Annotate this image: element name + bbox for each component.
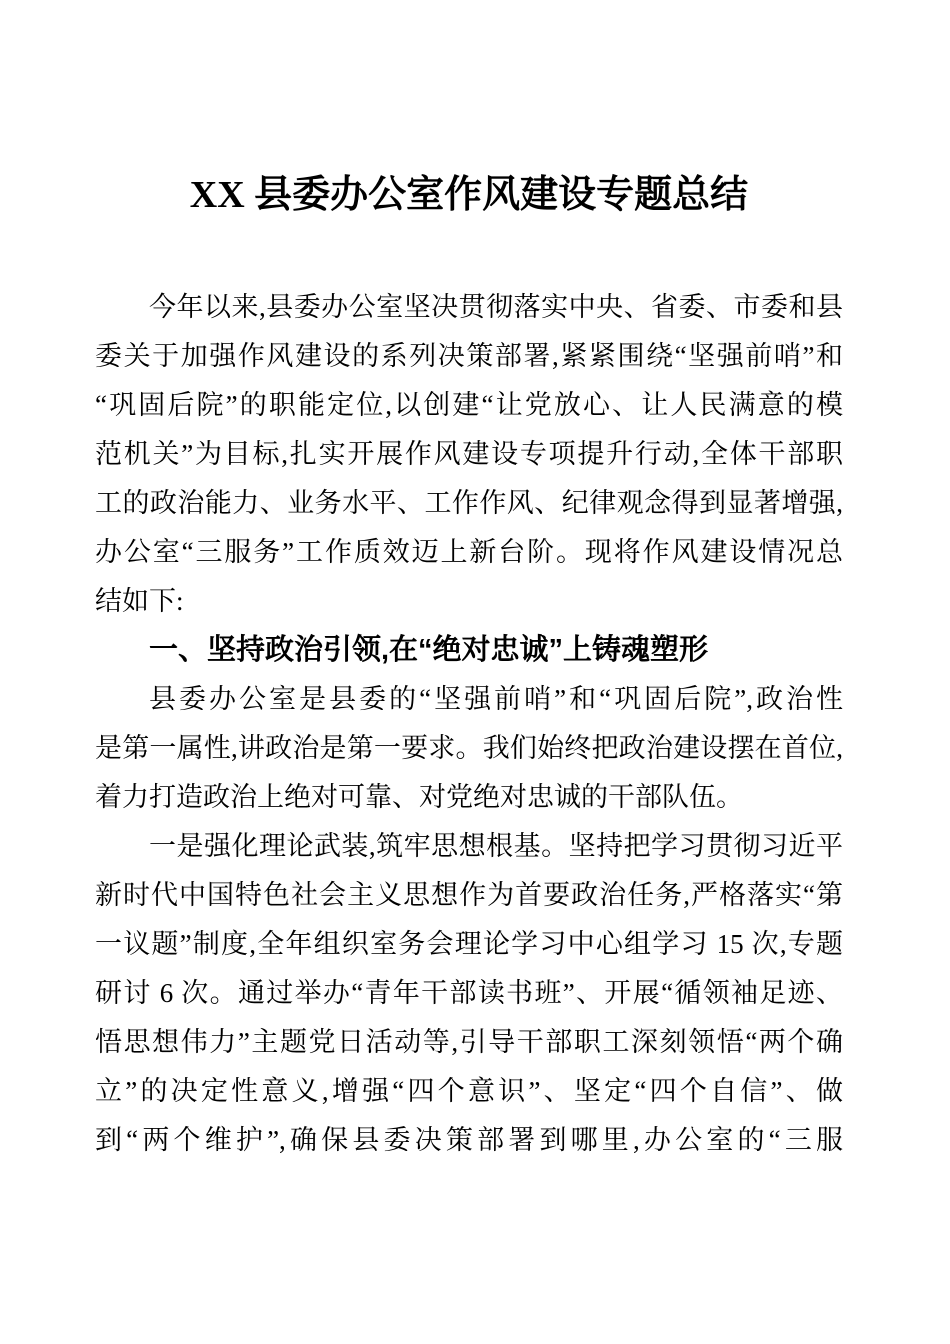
paragraph-section1-1 [95, 675, 843, 822]
text-line: 今年以来,县委办公室坚决贯彻落实中央、省委、市委和县 [149, 292, 843, 322]
text-line: 范机关”为目标,扎实开展作风建设专项提升行动,全体干部职 [95, 439, 843, 469]
document-title: XX 县委办公室作风建设专题总结 [189, 174, 749, 216]
paragraph-intro [95, 283, 843, 626]
text-line: 悟思想伟力”主题党日活动等,引导干部职工深刻领悟“两个确 [95, 1027, 843, 1057]
text-line: 工的政治能力、业务水平、工作作风、纪律观念得到显著增强, [95, 488, 843, 518]
text-line: 着力打造政治上绝对可靠、对党绝对忠诚的干部队伍。 [95, 782, 743, 812]
text-line: 一议题”制度,全年组织室务会理论学习中心组学习 15 次,专题 [95, 929, 843, 959]
text-line: 一是强化理论武装,筑牢思想根基。坚持把学习贯彻习近平 [149, 831, 843, 861]
section-heading-1: 一、坚持政治引领,在“绝对忠诚”上铸魂塑形 [149, 634, 709, 666]
text-line: 立”的决定性意义,增强“四个意识”、坚定“四个自信”、做 [95, 1076, 843, 1106]
text-line: 办公室“三服务”工作质效迈上新台阶。现将作风建设情况总 [95, 537, 843, 567]
text-line: “巩固后院”的职能定位,以创建“让党放心、让人民满意的模 [95, 390, 843, 420]
text-line: 研讨 6 次。通过举办“青年干部读书班”、开展“循领袖足迹、 [95, 978, 843, 1008]
text-line: 到“两个维护”,确保县委决策部署到哪里,办公室的“三服 [95, 1125, 843, 1155]
paragraph-section1-2 [95, 822, 843, 1165]
text-line: 委关于加强作风建设的系列决策部署,紧紧围绕“坚强前哨”和 [95, 341, 843, 371]
text-line: 结如下: [95, 586, 184, 616]
text-line: 是第一属性,讲政治是第一要求。我们始终把政治建设摆在首位, [95, 733, 843, 763]
text-line: 新时代中国特色社会主义思想作为首要政治任务,严格落实“第 [95, 880, 843, 910]
text-line: 县委办公室是县委的“坚强前哨”和“巩固后院”,政治性 [149, 684, 843, 714]
